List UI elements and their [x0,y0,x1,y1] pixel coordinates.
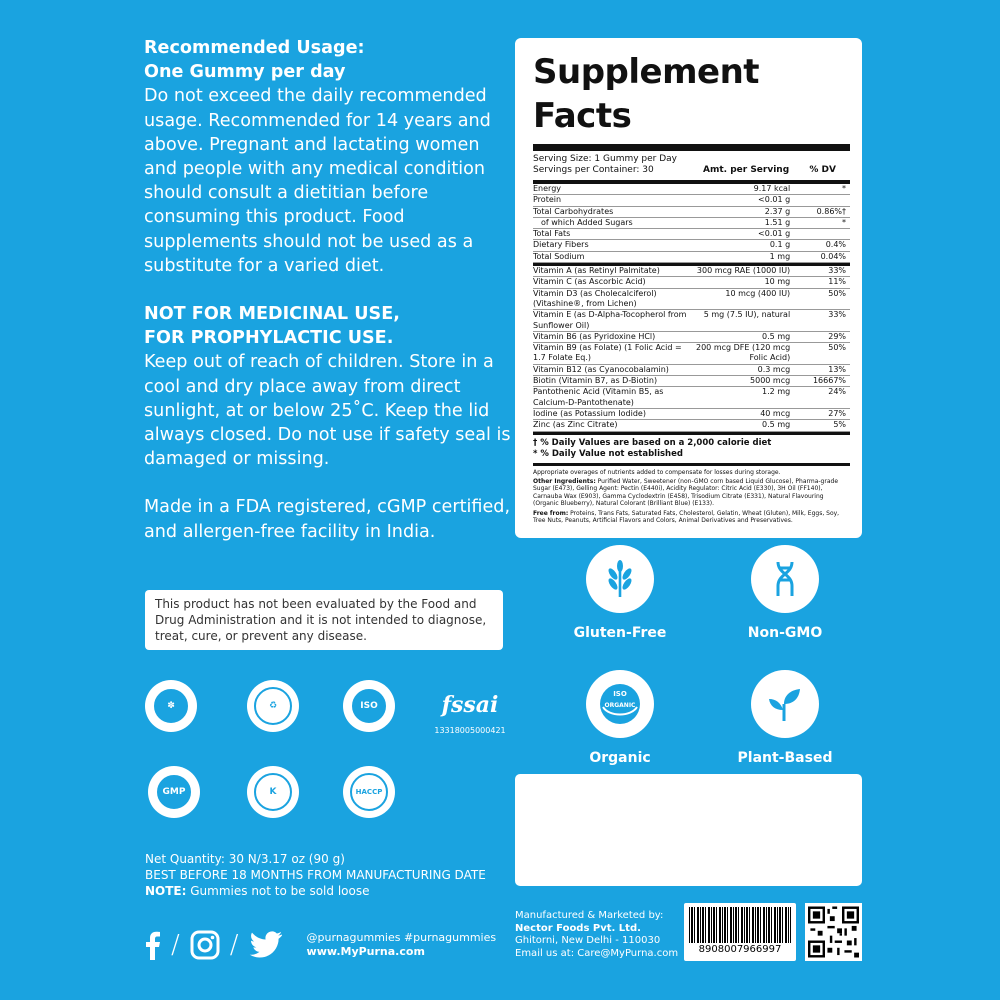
nutrient-dv: 24% [828,387,847,397]
usage-dose: One Gummy per day [144,62,346,83]
table-row [533,240,850,251]
nutrient-name: Iodine (as Potassium Iodide) [533,408,646,418]
vitamin-rows [533,266,850,434]
instagram-icon[interactable] [190,930,220,960]
net-quantity: Net Quantity: 30 N/3.17 oz (90 g) BEST BEFORE 18 MONTHS FROM MANUFACTURING DATE NOTE: Gummies not to be sold loose [145,852,486,898]
nutrient-dv: 0.4% [825,240,847,250]
table-row [533,409,850,420]
table-row [533,195,850,206]
keto-friendly-badge-icon: ♻ [247,680,299,732]
website-link[interactable]: www.MyPurna.com [306,945,425,958]
nutrient-name: Energy [533,184,562,193]
gmp-badge-icon: GMP [148,766,200,818]
table-row [533,277,850,288]
haccp-badge-icon: HACCP [343,766,395,818]
nutrient-dv: 33% [828,310,847,320]
nutrient-name: Vitamin E (as D-Alpha-Tocopherol from Sunflower Oil) [533,310,687,330]
nutrient-dv: 0.86%† [816,206,847,216]
nutrient-name: Total Sodium [533,251,585,261]
iso-badge-icon: ISO [343,680,395,732]
email: Email us at: Care@MyPurna.com [515,947,679,959]
table-row [533,229,850,240]
feature-non-gmo: Non-GMO [705,545,865,641]
dv-footnotes: † % Daily Values are based on a 2,000 calorie diet * % Daily Value not established [533,435,850,466]
plant-icon [751,670,819,738]
other-ingredients: Other Ingredients: Purified Water, Sweetener (non-GMO corn based Liquid Glucose), Pharma-grade Sugar (E473), Gelling Agent: Pectin (E440i), Acidity Regulator: Citric Acid (E330), 3H Oil (FF140), Carnauba Wax (E903), Gamma Cyclodextrin (E458), Trisodium Citrate (E331), Natural Flavouring (Organic Blueberry), Natural Colorant (Brilliant Blue) (E133). [533,477,839,508]
facebook-icon[interactable] [145,930,161,960]
nutrient-amount: 5 mg (7.5 IU), natural [703,310,791,320]
gluten-free-badge-label: ✽ [152,687,190,725]
medicinal-heading: NOT FOR MEDICINAL USE, [144,304,400,325]
prophylactic-heading: FOR PROPHYLACTIC USE. [144,328,394,349]
feature-gluten-free: Gluten-Free [540,545,700,641]
table-row [533,218,850,229]
nutrient-amount: 1.51 g [764,217,791,227]
usage-heading: Recommended Usage: [144,38,365,58]
free-from: Free from: Proteins, Trans Fats, Saturated Fats, Cholesterol, Gelatin, Wheat (Gluten), Milk, Eggs, Soy, Tree Nuts, Peanuts, Artificial Flavors and Colors, Animal Derivatives and Preservatives. [533,509,840,524]
nutrient-dv: 13% [828,364,847,374]
certification-badges [145,680,515,830]
nutrient-dv: 29% [828,331,847,341]
wheat-icon [586,545,654,613]
table-row [533,310,850,332]
nutrient-amount: 9.17 kcal [753,184,791,193]
nutrient-name: Vitamin B6 (as Pyridoxine HCl) [533,331,656,341]
nutrient-name: Zinc (as Zinc Citrate) [533,420,618,430]
nutrient-amount: 300 mcg RAE (1000 IU) [696,266,791,276]
supplement-facts-panel [515,38,862,538]
table-row [533,252,850,263]
nutrient-name: Dietary Fibers [533,240,589,250]
fda-disclaimer: This product has not been evaluated by the Food and Drug Administration and it is not intended to diagnose, treat, cure, or prevent any disease. [145,590,503,650]
storage-text: Keep out of reach of children. Store in a cool and dry place away from direct sunlight, at or below 25˚C. Keep the lid always closed. Do not use if safety seal is damaged or missing. [144,352,511,470]
nutrient-dv: 11% [828,277,847,287]
nutrient-dv [790,195,850,205]
note: NOTE: Gummies not to be sold loose [145,884,370,898]
fssai-number: 13318005000421 [434,726,506,735]
nutrient-amount: 40 mcg [760,408,791,418]
nutrient-dv [790,229,850,239]
organic-leaf-icon [586,670,654,738]
nutrient-amount: 1 mg [769,251,791,261]
kosher-badge-icon: K [247,766,299,818]
nutrient-name: Protein [533,195,562,205]
feature-plant-based: Plant-Based [705,670,865,766]
nutrient-dv: 27% [828,408,847,418]
nutrient-amount: 0.5 mg [762,420,791,430]
nutrient-amount: 0.3 mcg [757,364,791,374]
twitter-icon[interactable] [249,931,283,959]
macro-rows [533,184,850,266]
table-row [533,365,850,376]
barcode-bars [689,907,791,943]
blank-label-area [515,774,862,886]
best-before: BEST BEFORE 18 MONTHS FROM MANUFACTURING DATE [145,868,486,882]
nutrient-dv: 33% [828,266,847,276]
nutrient-name: Vitamin B12 (as Cyanocobalamin) [533,364,669,374]
feature-icons [515,545,862,770]
nutrient-amount: 1.2 mg [762,387,791,397]
nutrient-dv: 5% [833,420,847,430]
gluten-free-badge-icon [145,680,197,732]
nutrient-amount: 2.37 g [764,206,791,216]
nutrient-name: Biotin (Vitamin B7, as D-Biotin) [533,376,658,386]
nutrient-name: Total Fats [533,229,571,239]
nutrient-name: Vitamin A (as Retinyl Palmitate) [533,266,660,276]
barcode-number: 8908007966997 [698,944,782,955]
feature-organic: ISO ORGANIC Organic [540,670,700,766]
nutrient-amount: 0.5 mg [762,331,791,341]
company-name: Nector Foods Pvt. Ltd. [515,922,641,934]
nutrient-dv: * [842,217,846,227]
supplement-facts-title: Supplement Facts [533,50,850,151]
nutrient-name: Pantothenic Acid (Vitamin B5, as Calcium-D-Pantothenate) [533,387,664,407]
table-row [533,387,850,409]
nutrient-amount: <0.01 g [758,229,791,239]
organic-iso-text: ISO [613,690,627,698]
overages-text: Appropriate overages of nutrients added to compensate for losses during storage. [533,468,781,476]
table-row [533,332,850,343]
nutrient-amount: 10 mg [764,277,791,287]
serving-info: Serving Size: 1 Gummy per Day Servings per Container: 30 Amt. per Serving % DV [533,151,850,184]
nutrient-name: Vitamin B9 (as Folate) (1 Folic Acid = 1.7 Folate Eq.) [533,343,682,363]
table-row [533,343,850,365]
nutrient-dv: 0.04% [820,251,847,261]
barcode [684,903,796,961]
address: Ghitorni, New Delhi - 110030 [515,935,661,946]
ingredients-info [533,466,850,525]
table-row [533,376,850,387]
organic-badge-text: ORGANIC [604,702,636,709]
manufacturer-info: Manufactured & Marketed by: Nector Foods Pvt. Ltd. Ghitorni, New Delhi - 110030 Email us at: Care@MyPurna.com [515,910,679,959]
nutrient-dv: 16667% [812,376,847,386]
nutrient-dv: 50% [828,288,847,298]
dna-icon [751,545,819,613]
qr-code-icon [805,903,862,961]
table-row [533,420,850,431]
table-row [533,266,850,277]
nutrient-amount: 10 mcg (400 IU) [725,288,791,298]
nutrient-dv: 50% [828,343,847,353]
nutrient-name: Vitamin D3 (as Cholecalciferol) (Vitashine®, from Lichen) [533,288,657,308]
nutrient-dv: * [842,184,847,193]
usage-section [144,36,514,544]
table-row [533,207,850,218]
usage-text: Do not exceed the daily recommended usage. Recommended for 14 years and above. Pregnant and lactating women and people with any medical condition should consult a dietitian before consuming this product. Food supplements should not be used as a substitute for a varied diet. [144,86,491,276]
nutrient-amount: <0.01 g [758,195,791,205]
nutrient-amount: 5000 mcg [750,376,791,386]
social-handles: @purnagummies #purnagummies [306,931,497,944]
social-links: / / @purnagummies #purnagummies www.MyPurna.com [145,928,496,962]
table-row [533,184,850,195]
facility-text: Made in a FDA registered, cGMP certified, and allergen-free facility in India. [144,497,511,542]
fssai-logo: fssai 13318005000421 [434,692,506,735]
nutrient-name: of which Added Sugars [541,217,633,227]
table-row [533,289,850,311]
nutrient-amount: 0.1 g [769,240,791,250]
nutrient-amount: 200 mcg DFE (120 mcg Folic Acid) [696,343,791,363]
nutrient-name: Vitamin C (as Ascorbic Acid) [533,277,646,287]
nutrient-name: Total Carbohydrates [533,206,614,216]
